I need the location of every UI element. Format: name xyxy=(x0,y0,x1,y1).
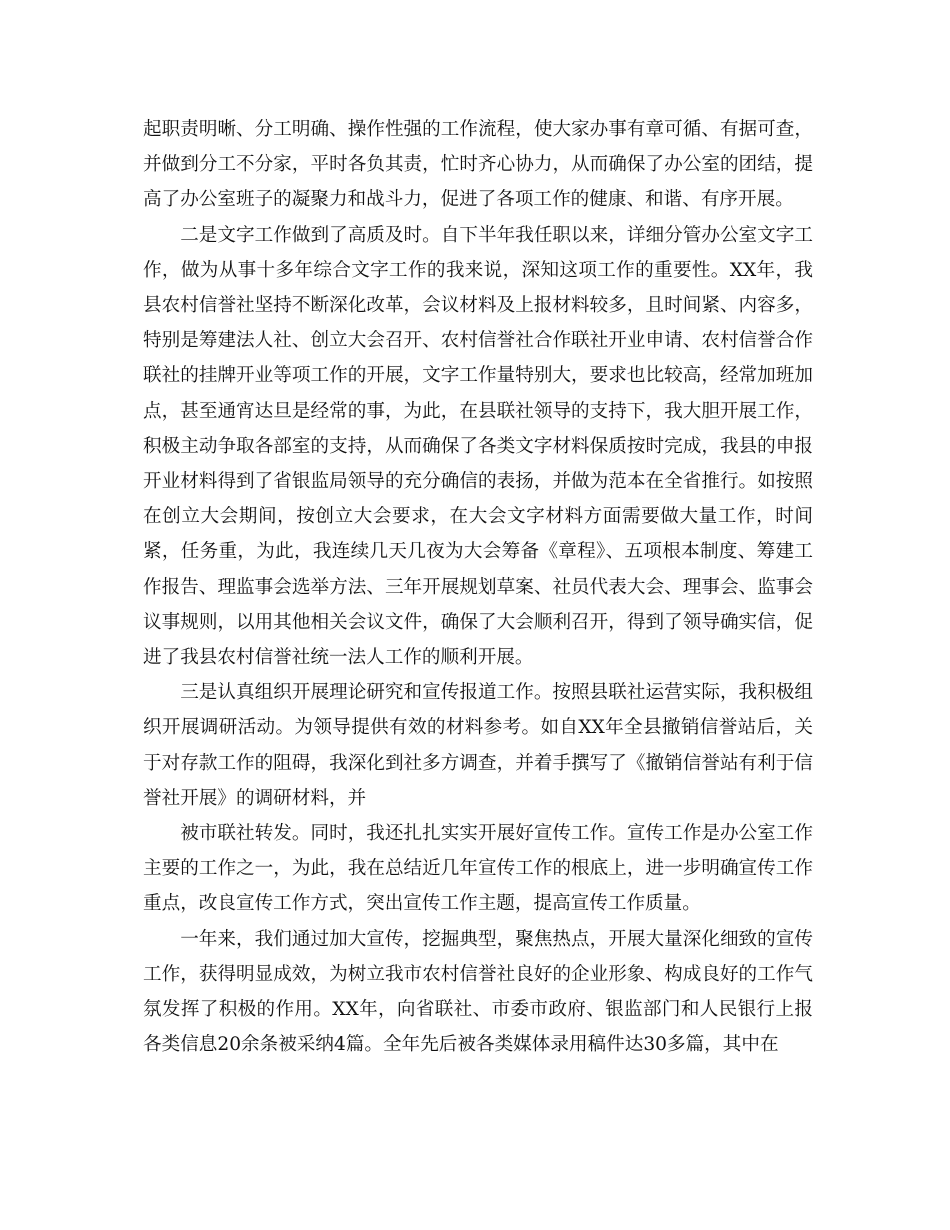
paragraph-1: 起职责明晰、分工明确、操作性强的工作流程，使大家办事有章可循、有据可查，并做到分工不分家，平时各负其责，忙时齐心协力，从而确保了办公室的团结，提高了办公室班子的凝聚力和战斗力，促进了各项工作的健康、和谐、有序开展。 xyxy=(143,119,813,211)
paragraph-3: 三是认真组织开展理论研究和宣传报道工作。按照县联社运营实际，我积极组织开展调研活动。为领导提供有效的材料参考。如自XX年全县撤销信誉站后，关于对存款工作的阻碍，我深化到社多方调查，并着手撰写了《撤销信誉站有利于信誉社开展》的调研材料，并 xyxy=(143,682,813,809)
document-body xyxy=(143,112,813,1062)
paragraph-4: 被市联社转发。同时，我还扎扎实实开展好宣传工作。宣传工作是办公室工作主要的工作之一，为此，我在总结近几年宣传工作的根底上，进一步明确宣传工作重点，改良宣传工作方式，突出宣传工作主题，提高宣传工作质量。 xyxy=(143,823,813,915)
paragraph-2: 二是文字工作做到了高质及时。自下半年我任职以来，详细分管办公室文字工作，做为从事十多年综合文字工作的我来说，深知这项工作的重要性。XX年，我县农村信誉社坚持不断深化改革，会议材料及上报材料较多，且时间紧、内容多，特别是筹建法人社、创立大会召开、农村信誉社合作联社开业申请、农村信誉合作联社的挂牌开业等项工作的开展，文字工作量特别大，要求也比较高，经常加班加点，甚至通宵达旦是经常的事，为此，在县联社领导的支持下，我大胆开展工作，积极主动争取各部室的支持，从而确保了各类文字材料保质按时完成，我县的申报开业材料得到了省银监局领导的充分确信的表扬，并做为范本在全省推行。如按照在创立大会期间，按创立大会要求，在大会文字材料方面需要做大量工作，时间紧，任务重，为此，我连续几天几夜为大会筹备《章程》、五项根本制度、筹建工作报告、理监事会选举方法、三年开展规划草案、社员代表大会、理事会、监事会议事规则，以用其他相关会议文件，确保了大会顺利召开，得到了领导确实信，促进了我县农村信誉社统一法人工作的顺利开展。 xyxy=(143,224,813,669)
paragraph-5: 一年来，我们通过加大宣传，挖掘典型，聚焦热点，开展大量深化细致的宣传工作，获得明显成效，为树立我市农村信誉社良好的企业形象、构成良好的工作气氛发挥了积极的作用。XX年，向省联社、市委市政府、银监部门和人民银行上报各类信息20余条被采纳4篇。全年先后被各类媒体录用稿件达30多篇，其中在 xyxy=(143,928,813,1056)
